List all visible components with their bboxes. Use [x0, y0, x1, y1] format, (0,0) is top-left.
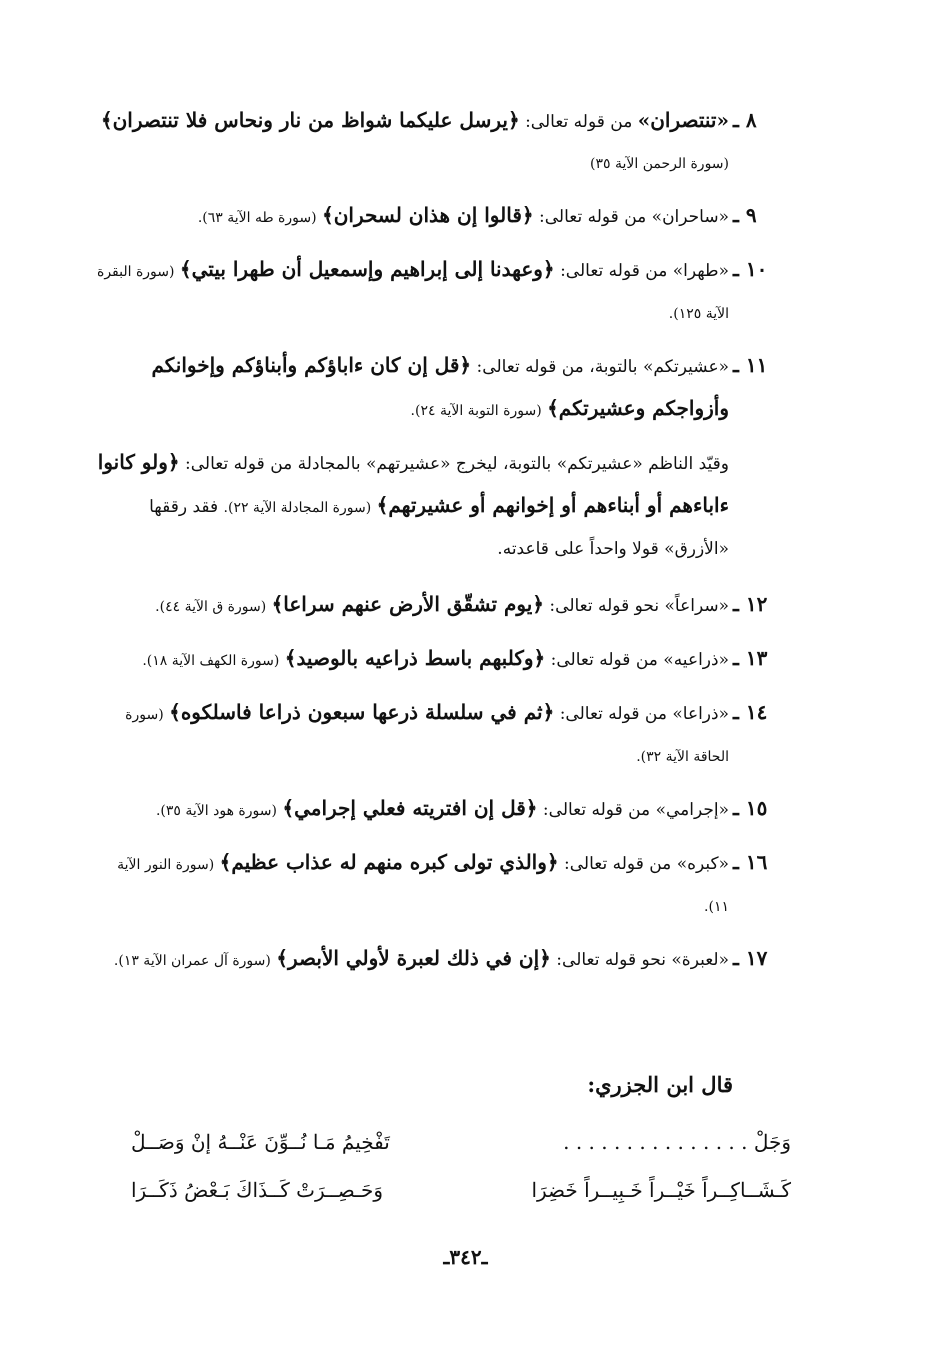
- entry-reference: (سورة الكهف الآية ١٨).: [142, 653, 280, 669]
- entry-reference: (سورة التوبة الآية ٢٤).: [410, 403, 542, 419]
- entry-15: [91, 788, 791, 832]
- entry-intro: من قوله تعالى:: [542, 800, 651, 820]
- poem-line: [131, 1166, 791, 1214]
- entry-word: «تنتصران»: [637, 108, 729, 132]
- entry-reference: (سورة هود الآية ٣٥).: [155, 803, 277, 819]
- entry-intro: من قوله تعالى:: [525, 112, 633, 132]
- entry-number: ١٢ ـ: [733, 592, 768, 616]
- entry-intro: من قوله تعالى:: [564, 854, 672, 874]
- entry-8: [91, 100, 791, 185]
- poem-heading: قال ابن الجزري:: [587, 1072, 733, 1097]
- entry-intro: من قوله تعالى:: [476, 357, 584, 377]
- entry-verse: ﴿إن في ذلك لعبرة لأولي الأبصر﴾: [276, 946, 551, 970]
- note-reference: (سورة المجادلة الآية ٢٢).: [223, 500, 372, 516]
- note-text: وقيّد الناظم «عشيرتكم» بالتوبة، ليخرج «عشيرتهم» بالمجادلة من قوله تعالى:: [185, 454, 729, 474]
- entry-9: [91, 195, 791, 239]
- entry-number: ١٠ ـ: [733, 257, 768, 281]
- entry-number: ١٧ ـ: [733, 946, 768, 970]
- entry-intro: من قوله تعالى:: [559, 704, 667, 724]
- entry-intro: نحو قوله تعالى:: [549, 596, 660, 616]
- entry-verse: ﴿قل إن كان ءاباؤكم وأبناؤكم وإخوانكم وأزواجكم وعشيرتكم﴾: [151, 353, 729, 420]
- entry-word: «إجرامي»: [655, 800, 729, 820]
- entry-reference: (سورة الحاقة الآية ٣٢).: [125, 707, 729, 765]
- entry-16: [91, 842, 791, 928]
- entry-word: «عشيرتكم» بالتوبة،: [589, 357, 729, 377]
- note-verse: ﴿ولو كانوا ءاباءهم أو أبناءهم أو إخوانهم أو عشيرتهم﴾: [97, 450, 729, 517]
- entry-verse: ﴿قالوا إن هذان لسحران﴾: [321, 203, 534, 227]
- entry-intro: من قوله تعالى:: [560, 261, 668, 281]
- entry-14: [91, 692, 791, 778]
- poem-second-hemistich: تَفْخِيمُ مَـا نُــوِّنَ عَنْــهُ إنْ وَصَــلْ: [131, 1130, 390, 1154]
- entry-reference: (سورة ق الآية ٤٤).: [155, 599, 267, 615]
- poem-first-hemistich: وَجَلْ . . . . . . . . . . . . . . .: [563, 1130, 791, 1154]
- entry-11: [91, 345, 791, 432]
- page-number: ـ٣٤٢ـ: [443, 1245, 488, 1269]
- entry-number: ١٤ ـ: [733, 700, 768, 724]
- poem-first-hemistich: كَـشَــاكِــراً خَيْــراً خَـبِيــراً خَضِرَا: [531, 1178, 791, 1202]
- entries-list: [91, 100, 791, 992]
- entry-intro: نحو قوله تعالى:: [556, 950, 666, 970]
- entry-17: [91, 938, 791, 982]
- entry-verse: ﴿وعهدنا إلى إبراهيم وإسمعيل أن طهرا بيتي﴾: [179, 257, 555, 281]
- entry-reference: (سورة الرحمن الآية ٣٥): [590, 156, 729, 172]
- poem-second-hemistich: وَحَـصِــرَتْ كَــذَاكَ بَـعْضُ ذَكَــرَا: [131, 1178, 383, 1202]
- entry-number: ١١ ـ: [733, 353, 768, 377]
- entry-word: «سراعاً»: [664, 596, 729, 616]
- entry-reference: (سورة البقرة الآية ١٢٥).: [96, 264, 729, 322]
- note-text-after: فقد رققها «الأزرق» قولا واحداً على قاعدته.: [149, 497, 729, 559]
- entry-reference: (سورة النور الآية ١١).: [117, 857, 729, 915]
- entry-word: «ذراعيه»: [663, 650, 729, 670]
- entry-reference: (سورة آل عمران الآية ١٣).: [113, 953, 271, 969]
- poem-block: [131, 1118, 791, 1214]
- entry-number: ١٥ ـ: [733, 796, 768, 820]
- entry-verse: ﴿والذي تولى كبره منهم له عذاب عظيم﴾: [219, 850, 559, 874]
- entry-number: ٨ ـ: [733, 108, 757, 132]
- entry-10: [91, 249, 791, 335]
- entry-verse: ﴿قل إن افتريته فعلي إجرامي﴾: [282, 796, 538, 820]
- entry-reference: (سورة طه الآية ٦٣).: [197, 210, 317, 226]
- entry-verse: ﴿يوم تشقّق الأرض عنهم سراعا﴾: [271, 592, 545, 616]
- entry-intro: من قوله تعالى:: [539, 207, 647, 227]
- entry-verse: ﴿وكلبهم باسط ذراعيه بالوصيد﴾: [284, 646, 546, 670]
- entry-verse: ﴿يرسل عليكما شواظ من نار ونحاس فلا تنتصران﴾: [100, 108, 520, 132]
- entry-number: ٩ ـ: [733, 203, 757, 227]
- entry-number: ١٦ ـ: [733, 850, 768, 874]
- entry-intro: من قوله تعالى:: [550, 650, 658, 670]
- entry-word: «ساحران»: [651, 207, 729, 227]
- poem-line: [131, 1118, 791, 1166]
- entry-verse: ﴿ثم في سلسلة ذرعها سبعون ذراعا فاسلكوه﴾: [169, 700, 555, 724]
- entry-word: «طهرا»: [672, 261, 729, 281]
- entry-word: «ذراعا»: [672, 704, 729, 724]
- entry-word: «لعبرة»: [671, 950, 729, 970]
- commentary-note: [91, 442, 791, 570]
- entry-word: «كبره»: [676, 854, 729, 874]
- entry-12: [91, 584, 791, 628]
- entry-13: [91, 638, 791, 682]
- entry-number: ١٣ ـ: [733, 646, 768, 670]
